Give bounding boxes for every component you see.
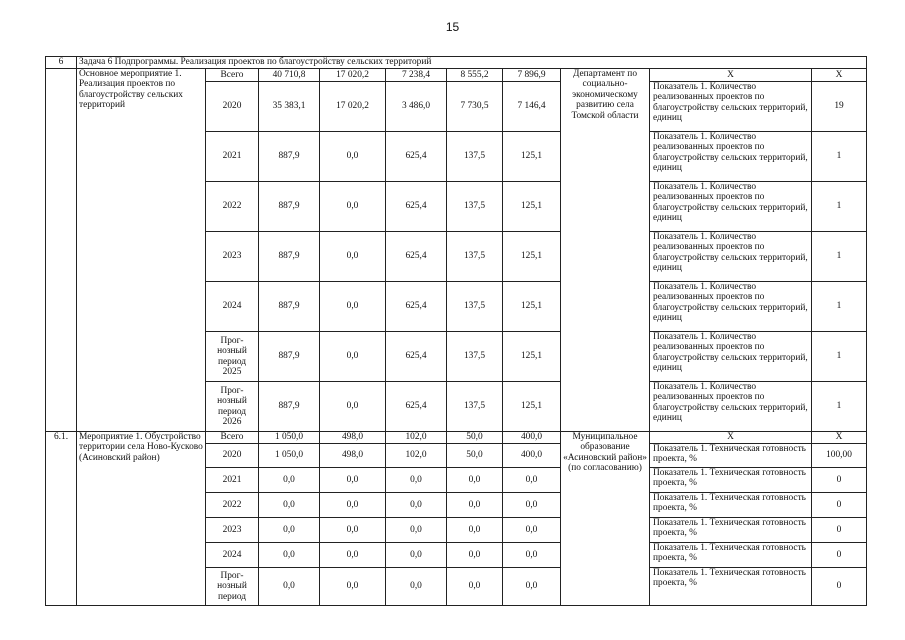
indicator-value-cell: 19 xyxy=(812,82,867,132)
year-cell: 2023 xyxy=(206,232,259,282)
amount-loc-cell: 137,5 xyxy=(447,132,503,182)
indicator-value-cell: 1 xyxy=(812,282,867,332)
amount-loc-cell: 137,5 xyxy=(447,282,503,332)
indicator-value-cell: X xyxy=(812,432,867,444)
amount-fed-cell: 0,0 xyxy=(320,282,386,332)
amount-total-cell: 1 050,0 xyxy=(259,444,320,468)
amount-extra-cell: 7 146,4 xyxy=(503,82,561,132)
amount-fed-cell: 17 020,2 xyxy=(320,82,386,132)
indicator-value-cell: 1 xyxy=(812,182,867,232)
amount-total-cell: 35 383,1 xyxy=(259,82,320,132)
year-cell: Всего xyxy=(206,432,259,444)
indicator-cell: X xyxy=(650,432,812,444)
amount-reg-cell: 102,0 xyxy=(386,432,447,444)
year-cell: 2022 xyxy=(206,493,259,518)
task-row xyxy=(46,57,867,69)
section-name: Основное мероприятие 1. Реализация проектов по благоустройству сельских территорий xyxy=(77,69,206,432)
amount-reg-cell: 0,0 xyxy=(386,493,447,518)
amount-total-cell: 0,0 xyxy=(259,543,320,568)
year-cell: Прог-нозный период 2026 xyxy=(206,382,259,432)
amount-fed-cell: 0,0 xyxy=(320,332,386,382)
amount-extra-cell: 125,1 xyxy=(503,382,561,432)
amount-loc-cell: 137,5 xyxy=(447,382,503,432)
amount-reg-cell: 0,0 xyxy=(386,468,447,493)
indicator-cell: Показатель 1. Количество реализованных проектов по благоустройству сельских территорий, единиц xyxy=(650,232,812,282)
indicator-value-cell: X xyxy=(812,69,867,82)
amount-fed-cell: 0,0 xyxy=(320,468,386,493)
indicator-cell: Показатель 1. Количество реализованных проектов по благоустройству сельских территорий, единиц xyxy=(650,332,812,382)
amount-fed-cell: 0,0 xyxy=(320,543,386,568)
year-cell: 2024 xyxy=(206,543,259,568)
indicator-value-cell: 0 xyxy=(812,493,867,518)
year-cell: 2020 xyxy=(206,444,259,468)
amount-loc-cell: 7 730,5 xyxy=(447,82,503,132)
amount-loc-cell: 0,0 xyxy=(447,493,503,518)
amount-total-cell: 887,9 xyxy=(259,382,320,432)
amount-loc-cell: 0,0 xyxy=(447,518,503,543)
amount-reg-cell: 625,4 xyxy=(386,282,447,332)
amount-reg-cell: 0,0 xyxy=(386,518,447,543)
amount-reg-cell: 7 238,4 xyxy=(386,69,447,82)
amount-extra-cell: 0,0 xyxy=(503,493,561,518)
amount-reg-cell: 102,0 xyxy=(386,444,447,468)
indicator-cell: Показатель 1. Количество реализованных проектов по благоустройству сельских территорий, единиц xyxy=(650,132,812,182)
table-row xyxy=(46,69,867,82)
task-title: Задача 6 Подпрограммы. Реализация проектов по благоустройству сельских территорий xyxy=(77,57,867,69)
amount-loc-cell: 137,5 xyxy=(447,332,503,382)
amount-total-cell: 887,9 xyxy=(259,282,320,332)
indicator-cell: Показатель 1. Техническая готовность проекта, % xyxy=(650,568,812,606)
indicator-value-cell: 1 xyxy=(812,382,867,432)
section-number xyxy=(46,69,77,432)
amount-fed-cell: 0,0 xyxy=(320,182,386,232)
indicator-value-cell: 0 xyxy=(812,518,867,543)
amount-total-cell: 40 710,8 xyxy=(259,69,320,82)
amount-fed-cell: 0,0 xyxy=(320,132,386,182)
amount-reg-cell: 625,4 xyxy=(386,182,447,232)
amount-fed-cell: 0,0 xyxy=(320,232,386,282)
amount-total-cell: 1 050,0 xyxy=(259,432,320,444)
amount-fed-cell: 498,0 xyxy=(320,432,386,444)
amount-fed-cell: 0,0 xyxy=(320,382,386,432)
amount-loc-cell: 0,0 xyxy=(447,568,503,606)
amount-extra-cell: 125,1 xyxy=(503,132,561,182)
indicator-value-cell: 1 xyxy=(812,232,867,282)
indicator-cell: Показатель 1. Количество реализованных проектов по благоустройству сельских территорий, единиц xyxy=(650,282,812,332)
amount-fed-cell: 498,0 xyxy=(320,444,386,468)
year-cell: 2020 xyxy=(206,82,259,132)
amount-extra-cell: 7 896,9 xyxy=(503,69,561,82)
amount-fed-cell: 0,0 xyxy=(320,493,386,518)
indicator-value-cell: 100,00 xyxy=(812,444,867,468)
amount-extra-cell: 0,0 xyxy=(503,543,561,568)
amount-total-cell: 887,9 xyxy=(259,232,320,282)
year-cell: Прог-нозный период xyxy=(206,568,259,606)
amount-total-cell: 887,9 xyxy=(259,332,320,382)
amount-fed-cell: 0,0 xyxy=(320,518,386,543)
section-name: Мероприятие 1. Обустройство территории села Ново-Кусково (Асиновский район) xyxy=(77,432,206,606)
indicator-value-cell: 1 xyxy=(812,332,867,382)
amount-loc-cell: 0,0 xyxy=(447,468,503,493)
amount-reg-cell: 3 486,0 xyxy=(386,82,447,132)
amount-reg-cell: 625,4 xyxy=(386,332,447,382)
year-cell: 2023 xyxy=(206,518,259,543)
indicator-cell: Показатель 1. Количество реализованных проектов по благоустройству сельских территорий, единиц xyxy=(650,82,812,132)
executor-cell: Муниципальное образование «Асиновский район» (по согласованию) xyxy=(561,432,650,606)
year-cell: 2021 xyxy=(206,132,259,182)
amount-extra-cell: 125,1 xyxy=(503,232,561,282)
amount-total-cell: 0,0 xyxy=(259,468,320,493)
amount-extra-cell: 0,0 xyxy=(503,468,561,493)
amount-extra-cell: 125,1 xyxy=(503,282,561,332)
indicator-cell: X xyxy=(650,69,812,82)
amount-loc-cell: 50,0 xyxy=(447,432,503,444)
year-cell: Прог-нозный период 2025 xyxy=(206,332,259,382)
program-table xyxy=(45,56,867,606)
amount-reg-cell: 0,0 xyxy=(386,543,447,568)
year-cell: 2021 xyxy=(206,468,259,493)
indicator-cell: Показатель 1. Количество реализованных проектов по благоустройству сельских территорий, единиц xyxy=(650,182,812,232)
indicator-cell: Показатель 1. Техническая готовность проекта, % xyxy=(650,444,812,468)
indicator-cell: Показатель 1. Техническая готовность проекта, % xyxy=(650,518,812,543)
amount-fed-cell: 17 020,2 xyxy=(320,69,386,82)
table-body xyxy=(46,57,867,606)
amount-extra-cell: 400,0 xyxy=(503,432,561,444)
amount-extra-cell: 0,0 xyxy=(503,518,561,543)
indicator-cell: Показатель 1. Количество реализованных проектов по благоустройству сельских территорий, единиц xyxy=(650,382,812,432)
amount-extra-cell: 0,0 xyxy=(503,568,561,606)
amount-reg-cell: 625,4 xyxy=(386,132,447,182)
amount-total-cell: 887,9 xyxy=(259,182,320,232)
amount-loc-cell: 137,5 xyxy=(447,232,503,282)
page-number: 15 xyxy=(445,20,460,34)
indicator-value-cell: 0 xyxy=(812,543,867,568)
amount-reg-cell: 625,4 xyxy=(386,232,447,282)
amount-total-cell: 0,0 xyxy=(259,568,320,606)
amount-extra-cell: 125,1 xyxy=(503,332,561,382)
amount-reg-cell: 625,4 xyxy=(386,382,447,432)
indicator-cell: Показатель 1. Техническая готовность проекта, % xyxy=(650,493,812,518)
indicator-value-cell: 0 xyxy=(812,568,867,606)
table-row xyxy=(46,432,867,444)
indicator-cell: Показатель 1. Техническая готовность проекта, % xyxy=(650,468,812,493)
indicator-value-cell: 0 xyxy=(812,468,867,493)
year-cell: 2024 xyxy=(206,282,259,332)
executor-cell: Департамент по социально-экономическому развитию села Томской области xyxy=(561,69,650,432)
amount-loc-cell: 50,0 xyxy=(447,444,503,468)
amount-total-cell: 0,0 xyxy=(259,518,320,543)
indicator-cell: Показатель 1. Техническая готовность проекта, % xyxy=(650,543,812,568)
amount-loc-cell: 0,0 xyxy=(447,543,503,568)
amount-loc-cell: 137,5 xyxy=(447,182,503,232)
amount-extra-cell: 400,0 xyxy=(503,444,561,468)
section-number: 6.1. xyxy=(46,432,77,606)
amount-reg-cell: 0,0 xyxy=(386,568,447,606)
amount-total-cell: 0,0 xyxy=(259,493,320,518)
amount-extra-cell: 125,1 xyxy=(503,182,561,232)
indicator-value-cell: 1 xyxy=(812,132,867,182)
amount-total-cell: 887,9 xyxy=(259,132,320,182)
amount-fed-cell: 0,0 xyxy=(320,568,386,606)
task-number: 6 xyxy=(46,57,77,69)
amount-loc-cell: 8 555,2 xyxy=(447,69,503,82)
year-cell: Всего xyxy=(206,69,259,82)
year-cell: 2022 xyxy=(206,182,259,232)
